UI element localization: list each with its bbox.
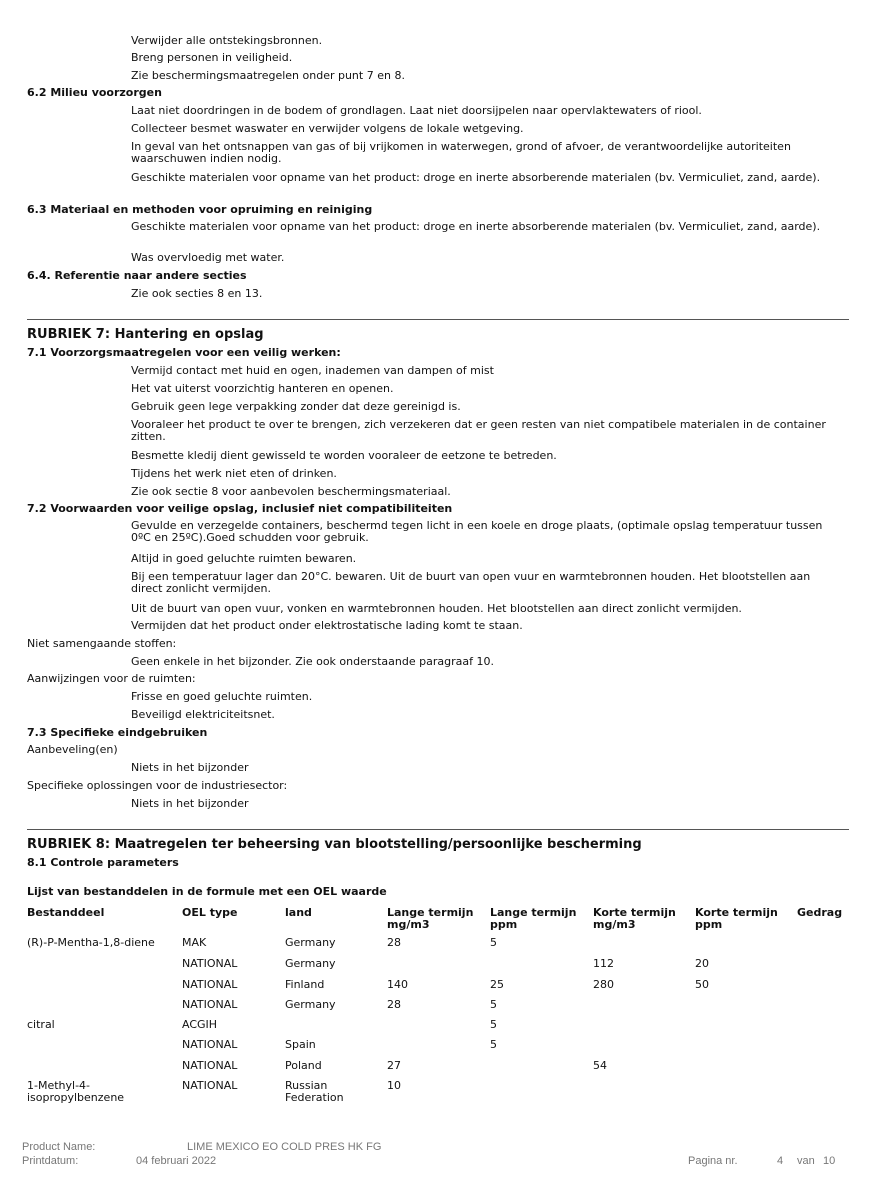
table-cell: 5 — [490, 998, 497, 1011]
footer-page-label: Pagina nr. — [688, 1155, 738, 1167]
subsection-heading-6-3: 6.3 Materiaal en methoden voor opruiming en reiniging — [27, 203, 373, 216]
table-cell: 27 — [387, 1059, 401, 1072]
table-cell: 28 — [387, 998, 401, 1011]
section-title-rubriek-7: RUBRIEK 7: Hantering en opslag — [27, 327, 264, 342]
text-line: Besmette kledij dient gewisseld te worden vooraleer de eetzone te betreden. — [131, 449, 557, 462]
text-line: Beveiligd elektriciteitsnet. — [131, 708, 275, 721]
table-cell: Poland — [285, 1059, 322, 1072]
col-header-korte-mg: Korte termijn mg/m3 — [593, 906, 676, 931]
text-line: Het vat uiterst voorzichtig hanteren en openen. — [131, 382, 394, 395]
text-line: Verwijder alle ontstekingsbronnen. — [131, 34, 323, 47]
table-cell: Germany — [285, 957, 336, 970]
subsection-heading-8-1: 8.1 Controle parameters — [27, 856, 179, 869]
text-line: Geschikte materialen voor opname van het product: droge en inerte absorberende materialen (bv. Vermiculiet, zand, aarde). — [131, 171, 821, 184]
table-cell: 20 — [695, 957, 709, 970]
table-cell: 112 — [593, 957, 614, 970]
table-cell: 140 — [387, 978, 408, 991]
label-aanwijzingen: Aanwijzingen voor de ruimten: — [27, 672, 196, 685]
subsection-heading-6-4: 6.4. Referentie naar andere secties — [27, 269, 247, 282]
table-cell: NATIONAL — [182, 978, 238, 991]
text-line: Altijd in goed geluchte ruimten bewaren. — [131, 552, 357, 565]
col-header-korte-ppm: Korte termijn ppm — [695, 906, 778, 931]
section-title-rubriek-8: RUBRIEK 8: Maatregelen ter beheersing van blootstelling/persoonlijke bescherming — [27, 837, 642, 852]
table-cell: NATIONAL — [182, 1038, 238, 1051]
table-cell: 25 — [490, 978, 504, 991]
text-line: Zie ook sectie 8 voor aanbevolen beschermingsmateriaal. — [131, 485, 451, 498]
table-cell: Germany — [285, 936, 336, 949]
table-cell: citral — [27, 1018, 55, 1031]
col-header-gedrag: Gedrag — [797, 906, 843, 919]
table-cell: 50 — [695, 978, 709, 991]
text-line: Collecteer besmet waswater en verwijder volgens de lokale wetgeving. — [131, 122, 524, 135]
text-line: Vermijden dat het product onder elektrostatische lading komt te staan. — [131, 619, 523, 632]
table-cell: NATIONAL — [182, 957, 238, 970]
text-line: Vermijd contact met huid en ogen, inademen van dampen of mist — [131, 364, 494, 377]
text-line: Zie ook secties 8 en 13. — [131, 287, 263, 300]
table-cell: Russian Federation — [285, 1079, 344, 1104]
text-line: Bij een temperatuur lager dan 20°C. bewaren. Uit de buurt van open vuur en warmtebronnen houden. Het blootstellen aan direct zonlicht vermijden. — [131, 570, 811, 595]
text-line: Vooraleer het product te over te brengen, zich verzekeren dat er geen resten van niet compatibele materialen in de container zitten. — [131, 418, 826, 443]
text-line: Geschikte materialen voor opname van het product: droge en inerte absorberende materialen (bv. Vermiculiet, zand, aarde). — [131, 220, 821, 233]
table-cell: 28 — [387, 936, 401, 949]
text-line: Frisse en goed geluchte ruimten. — [131, 690, 313, 703]
section-divider — [27, 829, 849, 830]
table-title: Lijst van bestanddelen in de formule met een OEL waarde — [27, 885, 387, 898]
text-line: Zie beschermingsmaatregelen onder punt 7 en 8. — [131, 69, 405, 82]
subsection-heading-7-2: 7.2 Voorwaarden voor veilige opslag, inclusief niet compatibiliteiten — [27, 502, 453, 515]
table-cell: MAK — [182, 936, 207, 949]
text-line: Was overvloedig met water. — [131, 251, 285, 264]
subsection-heading-6-2: 6.2 Milieu voorzorgen — [27, 86, 162, 99]
footer-page-total: 10 — [823, 1155, 836, 1167]
text-line: Uit de buurt van open vuur, vonken en warmtebronnen houden. Het blootstellen aan direct zonlicht vermijden. — [131, 602, 742, 615]
label-specifieke-oplossingen: Specifieke oplossingen voor de industriesector: — [27, 779, 288, 792]
label-aanbeveling: Aanbeveling(en) — [27, 743, 118, 756]
footer-print-date: 04 februari 2022 — [136, 1155, 217, 1167]
section-divider — [27, 319, 849, 320]
table-cell: 10 — [387, 1079, 401, 1092]
table-cell: 54 — [593, 1059, 607, 1072]
text-line: Niets in het bijzonder — [131, 797, 249, 810]
footer-print-label: Printdatum: — [22, 1155, 79, 1167]
text-line: Breng personen in veiligheid. — [131, 51, 293, 64]
footer-van-label: van — [797, 1155, 815, 1167]
table-cell: 5 — [490, 936, 497, 949]
table-cell: 1-Methyl-4-isopropylbenzene — [27, 1079, 125, 1104]
label-niet-samengaande: Niet samengaande stoffen: — [27, 637, 177, 650]
table-cell: NATIONAL — [182, 1079, 238, 1092]
table-cell: 280 — [593, 978, 614, 991]
text-line: Niets in het bijzonder — [131, 761, 249, 774]
table-cell: NATIONAL — [182, 998, 238, 1011]
table-cell: Germany — [285, 998, 336, 1011]
col-header-lange-mg: Lange termijn mg/m3 — [387, 906, 474, 931]
text-line: Laat niet doordringen in de bodem of grondlagen. Laat niet doorsijpelen naar opervlaktewaters of riool. — [131, 104, 702, 117]
table-cell: (R)-P-Mentha-1,8-diene — [27, 936, 155, 949]
table-cell: Spain — [285, 1038, 316, 1051]
col-header-bestanddeel: Bestanddeel — [27, 906, 105, 919]
text-line: Gebruik geen lege verpakking zonder dat deze gereinigd is. — [131, 400, 461, 413]
col-header-oel-type: OEL type — [182, 906, 238, 919]
col-header-land: land — [285, 906, 312, 919]
table-cell: NATIONAL — [182, 1059, 238, 1072]
table-cell: Finland — [285, 978, 325, 991]
table-cell: ACGIH — [182, 1018, 218, 1031]
text-line: In geval van het ontsnappen van gas of bij vrijkomen in waterwegen, grond of afvoer, de verantwoordelijke autoriteiten waarschuwen indien nodig. — [131, 140, 791, 165]
text-line: Gevulde en verzegelde containers, beschermd tegen licht in een koele en droge plaats, (optimale opslag temperatuur tussen 0ºC en 25ºC).Goed schudden voor gebruik. — [131, 519, 823, 544]
table-cell: 5 — [490, 1038, 497, 1051]
subsection-heading-7-1: 7.1 Voorzorgsmaatregelen voor een veilig werken: — [27, 346, 341, 359]
footer-page-number: 4 — [777, 1155, 784, 1167]
footer-product-name: LIME MEXICO EO COLD PRES HK FG — [187, 1141, 382, 1153]
subsection-heading-7-3: 7.3 Specifieke eindgebruiken — [27, 726, 208, 739]
text-line: Geen enkele in het bijzonder. Zie ook onderstaande paragraaf 10. — [131, 655, 494, 668]
text-line: Tijdens het werk niet eten of drinken. — [131, 467, 337, 480]
table-cell: 5 — [490, 1018, 497, 1031]
footer-product-label: Product Name: — [22, 1141, 96, 1153]
col-header-lange-ppm: Lange termijn ppm — [490, 906, 577, 931]
